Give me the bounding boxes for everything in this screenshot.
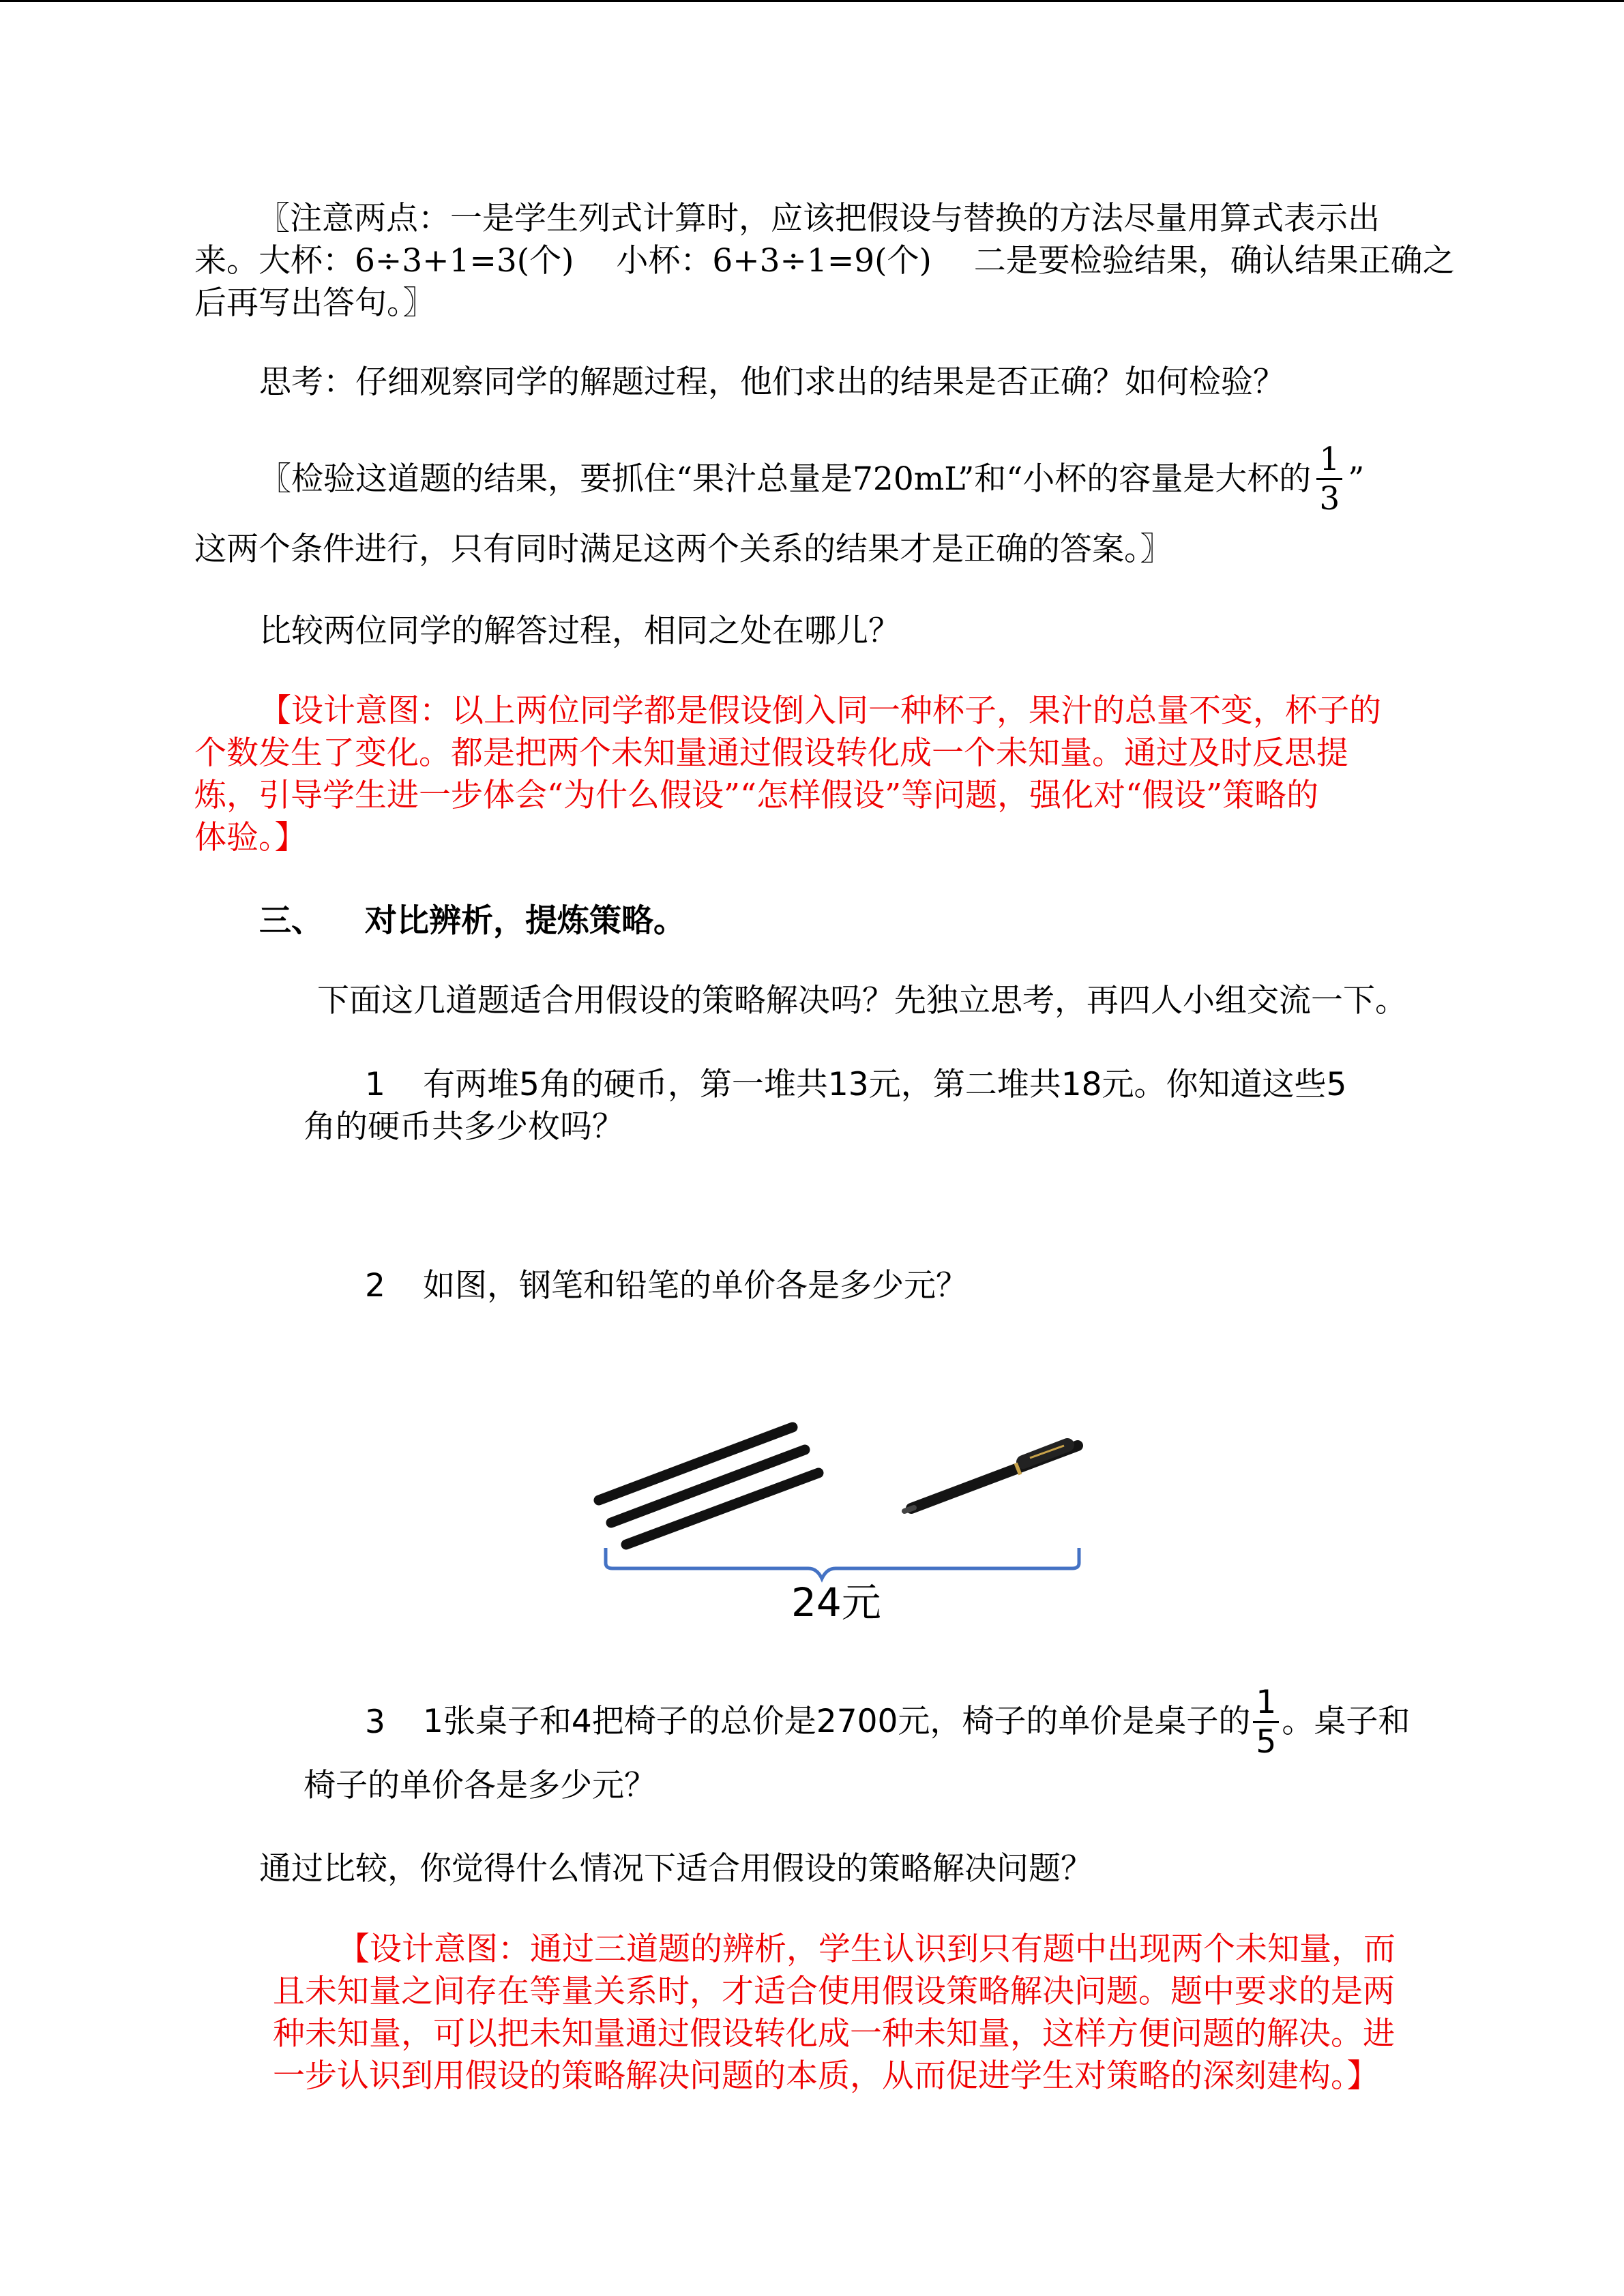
pen-icon	[904, 1445, 1078, 1511]
question-1-line-1: 有两堆5角的硬币，第一堆共13元，第二堆共18元。你知道这些5	[423, 1066, 1347, 1103]
section-number: 三、	[259, 902, 323, 940]
design-intent-2-line-1: 【设计意图：通过三道题的辨析，学生认识到只有题中出现两个未知量，而	[338, 1930, 1396, 1968]
total-price-label: 24元	[791, 1579, 881, 1626]
fraction-one-fifth	[1253, 1683, 1279, 1761]
note-line-3: 后再写出答句。〗	[194, 284, 435, 322]
comparison-question: 通过比较，你觉得什么情况下适合用假设的策略解决问题？	[259, 1850, 1093, 1888]
question-3-line-1	[423, 1681, 1410, 1763]
fraction-numerator: 1	[1253, 1686, 1279, 1723]
question-1-line-2: 角的硬币共多少枚吗？	[304, 1108, 624, 1146]
thinking-question: 思考：仔细观察同学的解题过程，他们求出的结果是否正确？如何检验？	[259, 363, 1285, 401]
pencil-group	[599, 1427, 818, 1545]
page-top-border	[0, 0, 1624, 2]
design-intent-1-line-3: 炼，引导学生进一步体会“为什么假设”“怎样假设”等问题，强化对“假设”策略的	[194, 777, 1319, 814]
question-3-number: 3	[365, 1703, 385, 1741]
note-line-2: 来。大杯：6÷3+1=3(个) 小杯：6+3÷1=9(个) 二是要检验结果，确认结果正确之	[194, 242, 1455, 280]
design-intent-2-line-3: 种未知量，可以把未知量通过假设转化成一种未知量，这样方便问题的解决。进	[273, 2015, 1395, 2053]
fraction-one-third	[1316, 441, 1342, 518]
verification-text-pre: 〖检验这道题的结果，要抓住“果汁总量是720mL”和“小杯的容量是大杯的	[259, 460, 1312, 498]
verification-text-post: ”	[1348, 460, 1365, 498]
design-intent-1-line-2: 个数发生了变化。都是把两个未知量通过假设转化成一个未知量。通过及时反思提	[194, 734, 1348, 772]
fraction-denominator: 3	[1319, 480, 1340, 518]
design-intent-1-line-1: 【设计意图：以上两位同学都是假设倒入同一种杯子，果汁的总量不变，杯子的	[259, 692, 1381, 730]
question-1-number: 1	[365, 1066, 385, 1103]
question-2-text: 如图，钢笔和铅笔的单价各是多少元？	[423, 1267, 968, 1304]
design-intent-2-line-4: 一步认识到用假设的策略解决问题的本质，从而促进学生对策略的深刻建构。】	[273, 2057, 1379, 2095]
design-intent-2-line-2: 且未知量之间存在等量关系时，才适合使用假设策略解决问题。题中要求的是两	[273, 1973, 1395, 2010]
question-2-number: 2	[365, 1267, 385, 1304]
fraction-numerator: 1	[1316, 443, 1342, 480]
question-3-text-post: 。桌子和	[1282, 1703, 1411, 1740]
note-line-1: 〖注意两点：一是学生列式计算时，应该把假设与替换的方法尽量用算式表示出	[258, 200, 1380, 237]
question-3-line-2: 椅子的单价各是多少元？	[304, 1767, 656, 1804]
compare-question: 比较两位同学的解答过程，相同之处在哪儿？	[259, 612, 900, 650]
fraction-denominator: 5	[1256, 1723, 1277, 1761]
design-intent-1-line-4: 体验。】	[194, 819, 307, 856]
section-title: 对比辨析，提炼策略。	[365, 902, 685, 940]
section-intro: 下面这几道题适合用假设的策略解决吗？先独立思考，再四人小组交流一下。	[317, 982, 1407, 1019]
verification-note-line-2: 这两个条件进行，只有同时满足这两个关系的结果才是正确的答案。〗	[194, 531, 1172, 568]
total-brace	[606, 1548, 1079, 1579]
verification-note-line-1	[259, 441, 1365, 518]
question-3-text-pre: 1张桌子和4把椅子的总价是2700元，椅子的单价是桌子的	[423, 1703, 1251, 1740]
